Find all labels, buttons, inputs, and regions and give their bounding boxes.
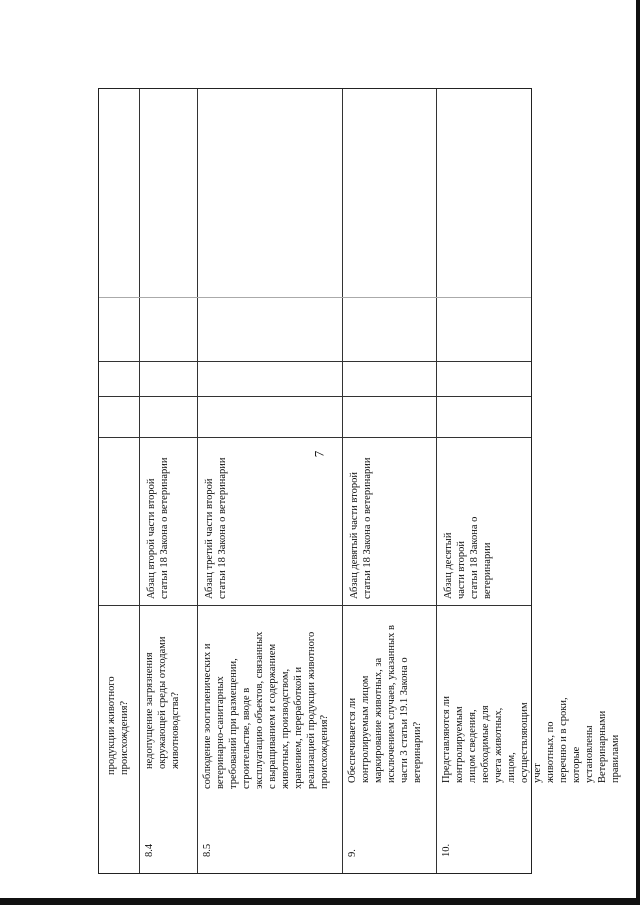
basis-cell: Абзац десятый части второй статьи 18 Закона о ветеринарии [443, 516, 493, 599]
row-divider [139, 89, 140, 873]
column-divider [99, 297, 531, 298]
number-cell: 8.5 [202, 843, 213, 857]
column-divider [99, 396, 531, 397]
number-cell: 9. [347, 849, 358, 857]
column-divider [99, 361, 531, 362]
basis-cell: Абзац девятый части второй статьи 18 Закона о ветеринарии [349, 457, 373, 599]
column-divider [99, 437, 531, 438]
page-number: 7 [311, 450, 327, 458]
question-cell: Обеспечивается ли контролируемым лицом маркирование животных, за исключением случаев, указанных в части 3 статьи 19.1 Закона о ветеринарии? [347, 625, 423, 783]
basis-cell: Абзац третий части второй статьи 18 Закона о ветеринарии [204, 457, 228, 599]
checklist-table [98, 88, 621, 874]
basis-cell: Абзац второй части второй статьи 18 Закона о ветеринарии [146, 457, 170, 599]
row-divider [342, 89, 343, 873]
question-cell: продукции животного происхождения? [106, 676, 130, 775]
question-cell: Представляются ли контролируемым лицом сведения, необходимые для учета животных, лицом, осуществляющим учет животных, по перечню и в сроки, которые установлены Ветеринарными правилами [441, 695, 621, 783]
row-divider [436, 89, 437, 873]
column-divider [99, 605, 531, 606]
question-cell: соблюдение зоогигиенических и ветеринарно-санитарных требований при размещении, строительстве, вводе в эксплуатацию объектов, связанных с выращиванием и содержанием животных, производством, хранением, переработкой и реализацией продукции животного происхождения? [202, 631, 330, 789]
scan-edge-right [636, 0, 640, 905]
row-divider [197, 89, 198, 873]
number-cell: 8.4 [144, 843, 155, 857]
question-cell: недопущение загрязнения окружающей среды отходами животноводства? [144, 636, 181, 769]
number-cell: 10. [441, 843, 452, 857]
scan-edge-bottom [0, 898, 640, 905]
